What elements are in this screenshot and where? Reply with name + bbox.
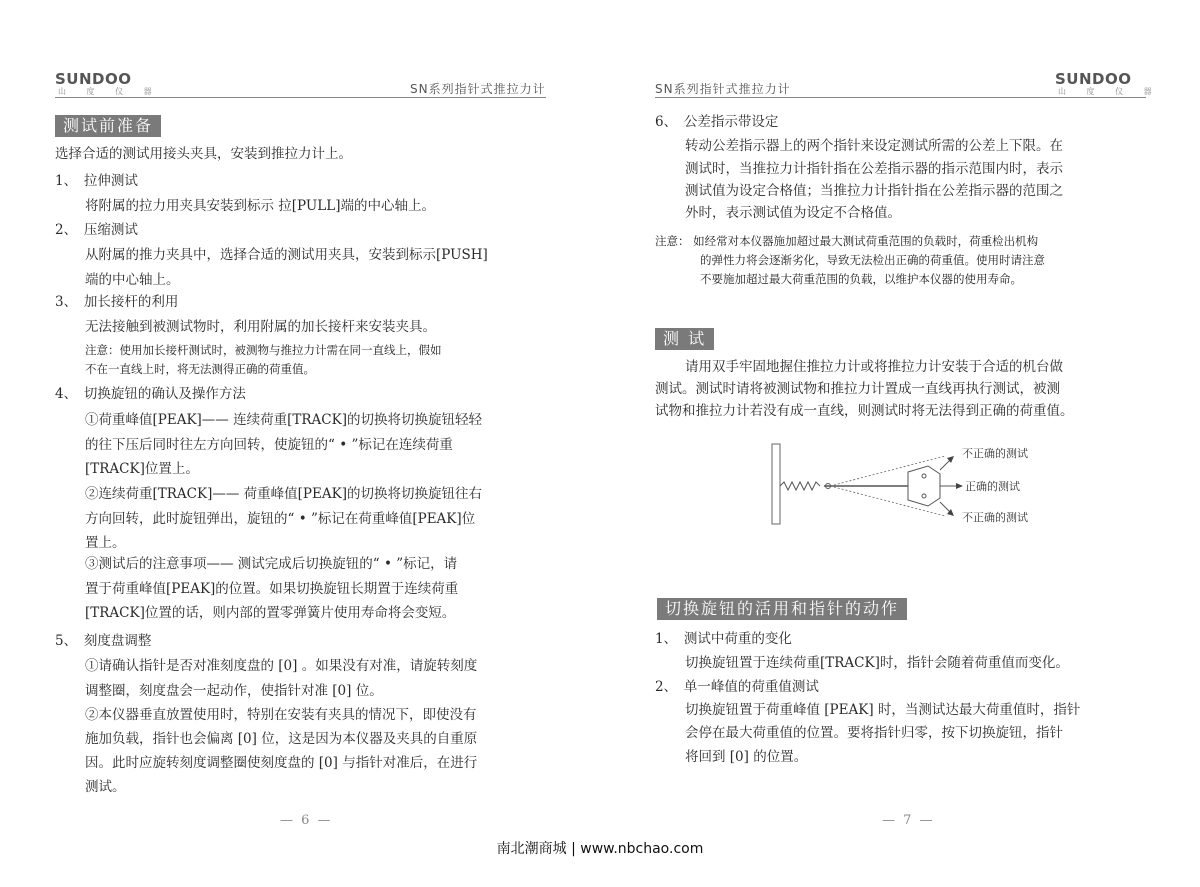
note-line: 不在一直线上时，将无法测得正确的荷重值。: [85, 362, 315, 376]
header-doc-title: SN系列指针式推拉力计: [410, 82, 546, 96]
text-line: 2、 单一峰值的荷重值测试: [655, 679, 819, 695]
fixture-plate: [772, 444, 780, 524]
arrow-right-icon: [956, 483, 963, 489]
text-line: [TRACK]位置的话，则内部的置零弹簧片使用寿命将会变短。: [85, 605, 456, 621]
section-title-test: 测 试: [655, 328, 714, 350]
text-line: 试物和推拉力计若没有成一直线，则测试时将无法得到正确的荷重值。: [655, 403, 1074, 419]
text-line: 1、 测试中荷重的变化: [655, 631, 792, 647]
text-line: 选择合适的测试用接头夹具，安装到推拉力计上。: [55, 146, 352, 162]
text-line: 调整圈，刻度盘会一起动作，使指针对准 [0] 位。: [85, 683, 383, 699]
brand-logo: SUNDOO: [55, 70, 132, 88]
text-line: 将回到 [0] 的位置。: [685, 749, 808, 765]
label-incorrect-test-top: 不正确的测试: [962, 447, 1028, 460]
text-line: 测试。测试时请将被测试物和推拉力计置成一直线再执行测试，被测: [655, 381, 1060, 397]
text-line: 方向回转，此时旋钮弹出，旋钮的“ • ”标记在荷重峰值[PEAK]位: [85, 511, 476, 527]
brand-logo: SUNDOO: [1055, 70, 1132, 88]
text-line: 1、 拉伸测试: [55, 173, 138, 189]
header-rule: [655, 97, 1146, 98]
text-line: 2、 压缩测试: [55, 222, 138, 238]
section-title-switch: 切换旋钮的活用和指针的动作: [657, 598, 907, 620]
text-line: 测试值为设定合格值；当推拉力计指针指在公差指示器的范围之: [685, 183, 1063, 199]
test-alignment-diagram: [760, 438, 1060, 530]
text-line: 外时，表示测试值为设定不合格值。: [685, 205, 901, 221]
note-line: 的弹性力将会逐渐劣化，导致无法检出正确的荷重值。使用时请注意: [700, 253, 1045, 267]
note-line: 注意：使用加长接杆测试时，被测物与推拉力计需在同一直线上，假如: [85, 343, 442, 357]
text-line: 从附属的推力夹具中，选择合适的测试用夹具，安装到标示[PUSH]: [85, 247, 488, 263]
text-line: 将附属的拉力用夹具安装到标示 拉[PULL]端的中心轴上。: [85, 198, 435, 214]
brand-subtitle: 山 度 仪 器: [1058, 87, 1161, 96]
page-number: — 6 —: [280, 813, 333, 828]
text-line: 4、 切换旋钮的确认及操作方法: [55, 386, 246, 402]
text-line: ②连续荷重[TRACK]—— 荷重峰值[PEAK]的切换将切换旋钮往右: [85, 486, 482, 502]
text-line: [TRACK]位置上。: [85, 461, 199, 477]
text-line: ②本仪器垂直放置使用时，特别在安装有夹具的情况下，即使没有: [85, 707, 477, 723]
text-line: 端的中心轴上。: [85, 272, 180, 288]
text-line: 测试。: [85, 779, 126, 795]
text-line: 3、 加长接杆的利用: [55, 294, 179, 310]
note-line: 不要施加超过最大荷重范围的负载，以维护本仪器的使用寿命。: [700, 272, 1022, 286]
text-line: 置于荷重峰值[PEAK]的位置。如果切换旋钮长期置于连续荷重: [85, 581, 459, 597]
label-incorrect-test-bottom: 不正确的测试: [962, 511, 1028, 524]
right-page: [600, 0, 1200, 887]
header-rule: [55, 97, 546, 98]
text-line: 切换旋钮置于连续荷重[TRACK]时，指针会随着荷重值而变化。: [685, 655, 1069, 671]
page-number: — 7 —: [882, 813, 935, 828]
text-line: ①荷重峰值[PEAK]—— 连续荷重[TRACK]的切换将切换旋钮轻轻: [85, 412, 482, 428]
text-line: ③测试后的注意事项—— 测试完成后切换旋钮的“ • ”标记，请: [85, 556, 458, 572]
text-line: 切换旋钮置于荷重峰值 [PEAK] 时，当测试达最大荷重值时，指针: [685, 702, 1081, 718]
text-line: 会停在最大荷重值的位置。要将指针归零，按下切换旋钮，指针: [685, 725, 1063, 741]
text-line: 6、 公差指示带设定: [655, 114, 779, 130]
text-line: ①请确认指针是否对准刻度盘的 [0] 。如果没有对准，请旋转刻度: [85, 658, 478, 674]
text-line: 的往下压后同时往左方向回转，使旋钮的“ • ”标记在连续荷重: [85, 437, 453, 453]
text-line: 5、 刻度盘调整: [55, 633, 152, 649]
note-line: 注意： 如经常对本仪器施加超过最大测试荷重范围的负载时，荷重检出机构: [655, 234, 1039, 248]
label-correct-test: 正确的测试: [965, 480, 1020, 493]
brand-subtitle: 山 度 仪 器: [58, 87, 161, 96]
section-title-preparation: 测试前准备: [55, 115, 161, 137]
incorrect-direction-line: [940, 460, 950, 470]
incorrect-direction-line: [940, 502, 950, 512]
text-line: 无法接触到被测试物时，利用附属的加长接杆来安装夹具。: [85, 319, 436, 335]
site-footer: 南北潮商城 | www.nbchao.com: [496, 841, 704, 857]
text-line: 施加负载，指针也会偏离 [0] 位，这是因为本仪器及夹具的自重原: [85, 731, 478, 747]
text-line: 转动公差指示器上的两个指针来设定测试所需的公差上下限。在: [685, 138, 1063, 154]
text-line: 请用双手牢固地握住推拉力计或将推拉力计安装于合适的机台做: [685, 359, 1063, 375]
text-line: 测试时，当推拉力计指针指在公差指示器的指示范围内时，表示: [685, 161, 1063, 177]
text-line: 置上。: [85, 535, 126, 551]
header-doc-title: SN系列指针式推拉力计: [655, 82, 791, 96]
spring-icon: [780, 482, 820, 490]
gauge-grip-icon: [908, 466, 940, 506]
text-line: 因。此时应旋转刻度调整圈使刻度盘的 [0] 与指针对准后，在进行: [85, 755, 478, 771]
